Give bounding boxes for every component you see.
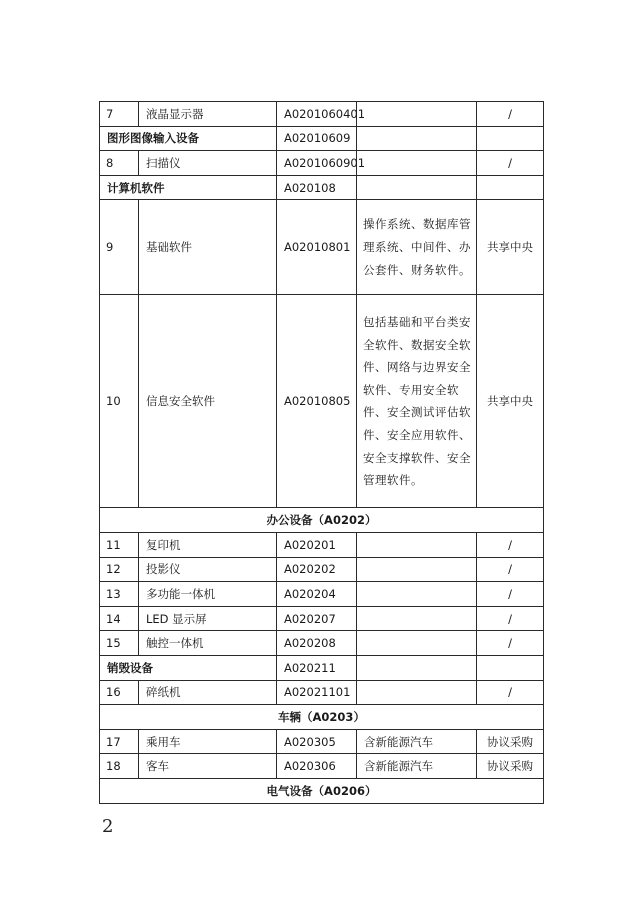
page-number: 2: [102, 816, 114, 837]
procurement-method: /: [477, 631, 544, 656]
item-note: 操作系统、数据库管理系统、中间件、办公套件、财务软件。: [357, 200, 477, 295]
table-row: [100, 151, 544, 176]
item-code: A02010801: [277, 200, 357, 295]
note-cell: [357, 175, 477, 200]
note-cell: [357, 655, 477, 680]
procurement-catalog-table: [99, 101, 544, 804]
item-code: A020208: [277, 631, 357, 656]
item-code: A020202: [277, 557, 357, 582]
item-name: 客车: [139, 754, 277, 779]
item-number: 11: [100, 532, 139, 557]
item-number: 9: [100, 200, 139, 295]
item-note: 含新能源汽车: [357, 729, 477, 754]
table-row: [100, 606, 544, 631]
section-heading: 办公设备（A0202）: [100, 508, 544, 533]
procurement-method: 共享中央: [477, 200, 544, 295]
item-code: A020306: [277, 754, 357, 779]
table-row: [100, 532, 544, 557]
item-number: 15: [100, 631, 139, 656]
procurement-method: /: [477, 151, 544, 176]
procurement-cell: [477, 655, 544, 680]
item-note: 含新能源汽车: [357, 754, 477, 779]
item-number: 8: [100, 151, 139, 176]
table-row: [100, 200, 544, 295]
group-heading: 计算机软件: [100, 175, 277, 200]
item-number: 14: [100, 606, 139, 631]
item-note: 包括基础和平台类安全软件、数据安全软件、网络与边界安全软件、专用安全软件、安全测试评估软件、安全应用软件、安全支撑软件、安全管理软件。: [357, 295, 477, 508]
procurement-method: /: [477, 532, 544, 557]
item-code: A0201060901: [277, 151, 357, 176]
item-code: A020305: [277, 729, 357, 754]
item-name: 扫描仪: [139, 151, 277, 176]
table-row: [100, 754, 544, 779]
item-note: [357, 151, 477, 176]
item-name: 投影仪: [139, 557, 277, 582]
procurement-method: /: [477, 582, 544, 607]
table-row: [100, 729, 544, 754]
item-number: 12: [100, 557, 139, 582]
item-note: [357, 102, 477, 127]
group-heading: 销毁设备: [100, 655, 277, 680]
table-row: [100, 295, 544, 508]
procurement-cell: [477, 175, 544, 200]
item-name: 液晶显示器: [139, 102, 277, 127]
item-number: 10: [100, 295, 139, 508]
table-row: [100, 778, 544, 803]
table-row: [100, 126, 544, 151]
item-name: 复印机: [139, 532, 277, 557]
item-code: A02021101: [277, 680, 357, 705]
item-note: [357, 680, 477, 705]
table-row: [100, 631, 544, 656]
procurement-method: /: [477, 102, 544, 127]
item-code: A020204: [277, 582, 357, 607]
item-number: 18: [100, 754, 139, 779]
item-code: A0201060401: [277, 102, 357, 127]
table-row: [100, 655, 544, 680]
item-number: 13: [100, 582, 139, 607]
procurement-method: /: [477, 680, 544, 705]
procurement-method: /: [477, 557, 544, 582]
table-row: [100, 557, 544, 582]
item-number: 16: [100, 680, 139, 705]
table-row: [100, 175, 544, 200]
table-row: [100, 508, 544, 533]
item-code: A020201: [277, 532, 357, 557]
item-code: A020108: [277, 175, 357, 200]
item-note: [357, 606, 477, 631]
note-cell: [357, 126, 477, 151]
item-name: 乘用车: [139, 729, 277, 754]
procurement-cell: [477, 126, 544, 151]
procurement-method: 协议采购: [477, 754, 544, 779]
procurement-method: 协议采购: [477, 729, 544, 754]
item-code: A020207: [277, 606, 357, 631]
item-code: A02010609: [277, 126, 357, 151]
table-row: [100, 680, 544, 705]
item-note: [357, 582, 477, 607]
item-name: 基础软件: [139, 200, 277, 295]
item-code: A020211: [277, 655, 357, 680]
procurement-method: 共享中央: [477, 295, 544, 508]
group-heading: 图形图像输入设备: [100, 126, 277, 151]
item-code: A02010805: [277, 295, 357, 508]
item-name: 碎纸机: [139, 680, 277, 705]
item-note: [357, 557, 477, 582]
item-name: 触控一体机: [139, 631, 277, 656]
table-row: [100, 582, 544, 607]
item-name: 多功能一体机: [139, 582, 277, 607]
item-name: 信息安全软件: [139, 295, 277, 508]
item-note: [357, 631, 477, 656]
table-body: [100, 102, 544, 804]
section-heading: 电气设备（A0206）: [100, 778, 544, 803]
item-number: 17: [100, 729, 139, 754]
table-row: [100, 705, 544, 730]
section-heading: 车辆（A0203）: [100, 705, 544, 730]
table-row: [100, 102, 544, 127]
item-number: 7: [100, 102, 139, 127]
procurement-method: /: [477, 606, 544, 631]
item-name: LED 显示屏: [139, 606, 277, 631]
item-note: [357, 532, 477, 557]
